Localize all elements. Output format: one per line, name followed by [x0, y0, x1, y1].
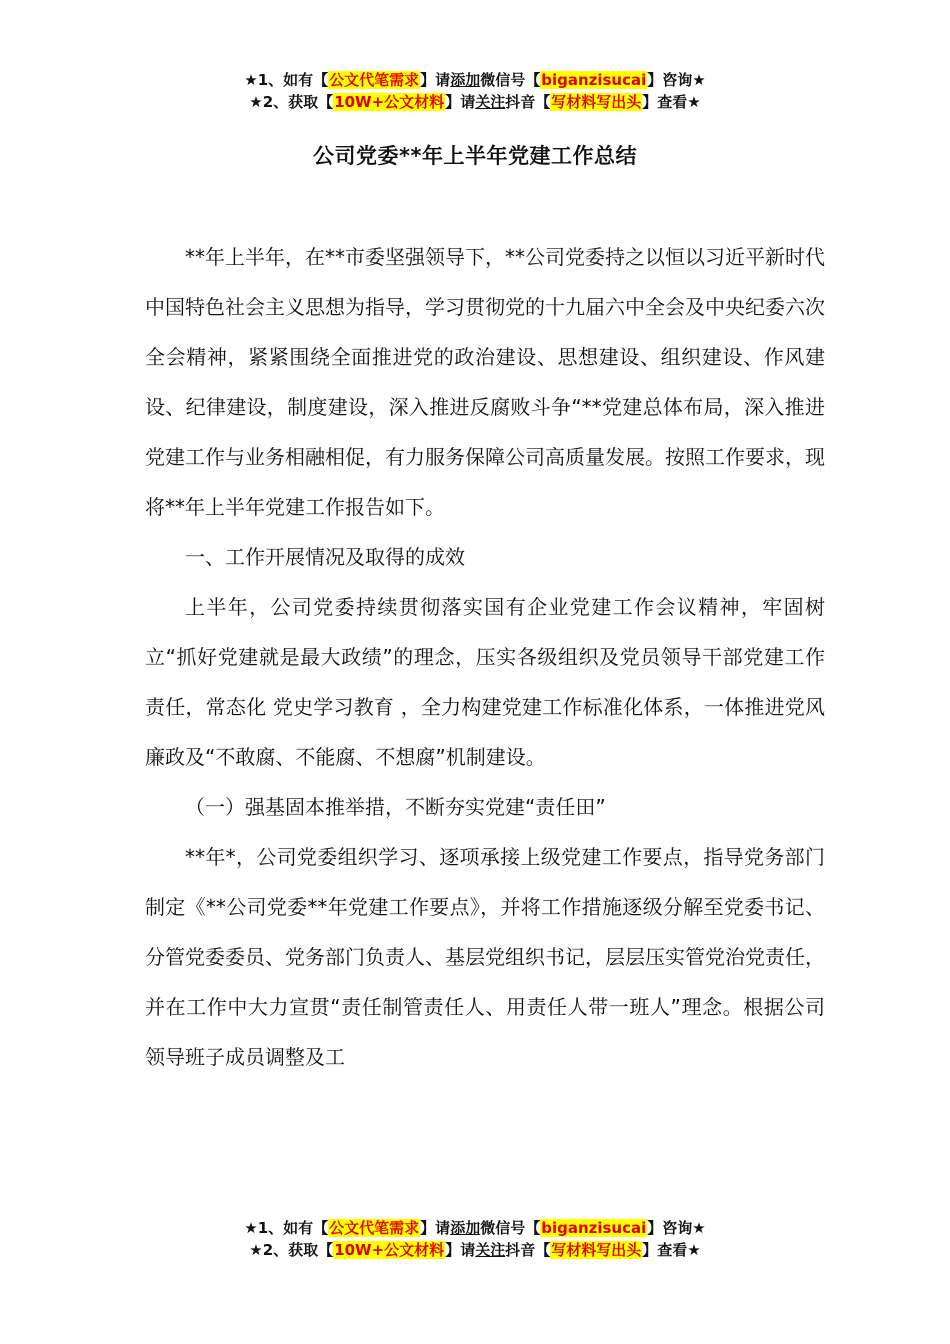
banner-text: 】咨询★ [647, 71, 706, 89]
banner-highlight: biganzisucai [541, 1219, 647, 1237]
header-banner [0, 69, 950, 113]
banner-text: 抖音【 [505, 93, 551, 111]
paragraph-intro: **年上半年，在**市委坚强领导下，**公司党委持之以恒以习近平新时代中国特色社会主义思想为指导，学习贯彻党的十九届六中全会及中央纪委六次全会精神，紧紧围绕全面推进党的政治建设、思想建设、组织建设、作风建设、纪律建设，制度建设，深入推进反腐败斗争“**党建总体布局，深入推进党建工作与业务相融相促，有力服务保障公司高质量发展。按照工作要求，现将**年上半年党建工作报告如下。 [145, 245, 825, 519]
subsection-heading: （一）强基固本推举措，不断夯实党建“责任田” [185, 795, 606, 819]
banner-text: 抖音【 [505, 1241, 551, 1259]
banner-text: ★1、如有【 [244, 71, 329, 89]
document-title: 公司党委**年上半年党建工作总结 [313, 144, 637, 168]
banner-line-2 [0, 1239, 950, 1261]
banner-line-1 [0, 1217, 950, 1239]
banner-line-1 [0, 69, 950, 91]
banner-text: 】查看★ [642, 1241, 701, 1259]
banner-underlined: 添加 [450, 71, 481, 89]
footer-banner [0, 1217, 950, 1261]
banner-text: 】查看★ [642, 93, 701, 111]
banner-highlight: 10W+公文材料 [334, 93, 445, 111]
banner-text: 】请 [420, 71, 451, 89]
section-heading: 一、工作开展情况及取得的成效 [185, 545, 465, 569]
banner-underlined: 关注 [475, 1241, 506, 1259]
document-body [145, 232, 825, 1082]
banner-highlight: 公文代笔需求 [329, 1219, 420, 1237]
banner-text: 】请 [445, 1241, 476, 1259]
banner-highlight: 公文代笔需求 [329, 71, 420, 89]
banner-text: ★2、获取【 [249, 1241, 334, 1259]
banner-text: 】请 [445, 93, 476, 111]
banner-line-2 [0, 91, 950, 113]
banner-highlight: 写材料写出头 [551, 93, 642, 111]
banner-text: 微信号【 [480, 1219, 541, 1237]
banner-underlined: 添加 [450, 1219, 481, 1237]
banner-text: 】咨询★ [647, 1219, 706, 1237]
banner-text: ★1、如有【 [244, 1219, 329, 1237]
banner-underlined: 关注 [475, 93, 506, 111]
banner-text: ★2、获取【 [249, 93, 334, 111]
paragraph: 上半年，公司党委持续贯彻落实国有企业党建工作会议精神，牢固树立“抓好党建就是最大政绩”的理念，压实各级组织及党员领导干部党建工作责任，常态化 党史学习教育 ，全力构建党建工作标准化体系，一体推进党风廉政及“不敢腐、不能腐、不想腐”机制建设。 [145, 595, 825, 769]
banner-highlight: biganzisucai [541, 71, 647, 89]
banner-highlight: 10W+公文材料 [334, 1241, 445, 1259]
paragraph: **年*，公司党委组织学习、逐项承接上级党建工作要点，指导党务部门制定《**公司党委**年党建工作要点》，并将工作措施逐级分解至党委书记、分管党委委员、党务部门负责人、基层党组织书记，层层压实管党治党责任，并在工作中大力宣贯“责任制管责任人、用责任人带一班人”理念。根据公司领导班子成员调整及工 [145, 845, 825, 1069]
banner-text: 】请 [420, 1219, 451, 1237]
banner-highlight: 写材料写出头 [551, 1241, 642, 1259]
banner-text: 微信号【 [480, 71, 541, 89]
